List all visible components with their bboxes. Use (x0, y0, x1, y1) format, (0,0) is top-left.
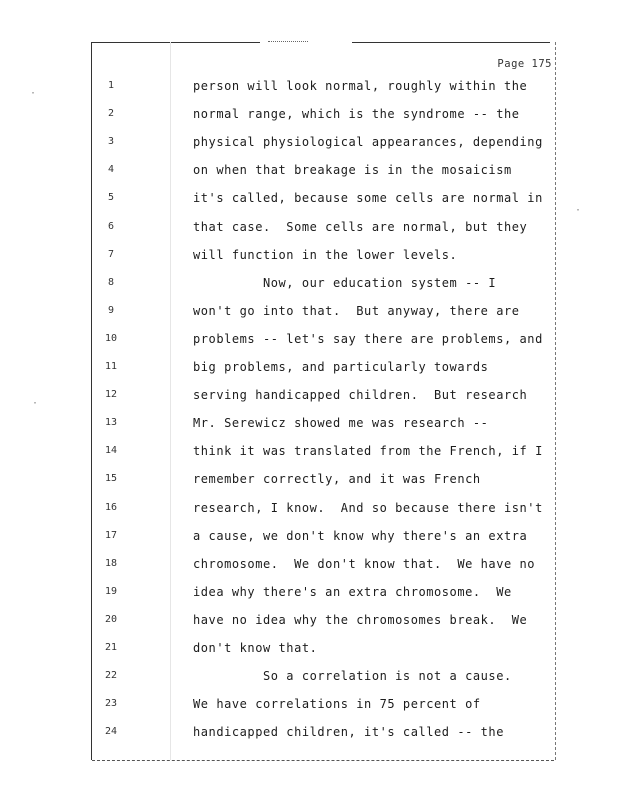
transcript-line-text: on when that breakage is in the mosaicism (193, 163, 512, 178)
transcript-line-text: will function in the lower levels. (193, 247, 458, 262)
transcript-line-text: research, I know. And so because there isn't (193, 500, 543, 515)
line-number: 20 (104, 613, 118, 625)
transcript-line-text: handicapped children, it's called -- the (193, 725, 504, 740)
transcript-line-text: a cause, we don't know why there's an extra (193, 528, 528, 543)
transcript-line-text: problems -- let's say there are problems, and (193, 331, 543, 346)
line-number: 23 (104, 698, 118, 710)
line-number: 2 (107, 108, 115, 120)
transcript-line-text: We have correlations in 75 percent of (193, 697, 481, 712)
line-number: 21 (104, 642, 118, 653)
line-number: 17 (104, 529, 118, 541)
transcript-line-text: So a correlation is not a cause. (193, 669, 512, 684)
transcript-line-text: it's called, because some cells are normal in (193, 191, 543, 206)
line-number: 1 (107, 80, 115, 91)
line-number: 5 (107, 192, 115, 204)
transcript-line-text: Now, our education system -- I (193, 275, 497, 290)
line-number: 9 (107, 304, 115, 316)
transcript-line-text: remember correctly, and it was French (193, 472, 481, 487)
line-number: 8 (107, 276, 115, 288)
transcript-line-text: big problems, and particularly towards (193, 360, 489, 374)
transcript-line-text: won't go into that. But anyway, there are (193, 303, 520, 318)
line-number: 4 (107, 164, 115, 176)
transcript-line-text: physical physiological appearances, depending (193, 135, 543, 150)
transcript-line-text: think it was translated from the French, if I (193, 444, 543, 459)
margin-scan-mark: · (30, 88, 37, 99)
line-number: 24 (104, 726, 118, 738)
margin-scan-mark: · (575, 205, 582, 216)
line-number: 14 (104, 445, 118, 457)
transcript-line-text: have no idea why the chromosomes break. We (193, 612, 528, 627)
transcript-line-text: serving handicapped children. But research (193, 388, 528, 403)
line-number: 11 (104, 361, 118, 372)
line-number: 12 (104, 389, 118, 401)
line-number: 18 (104, 557, 118, 569)
line-number: 3 (107, 136, 115, 148)
line-number: 7 (107, 248, 115, 260)
line-number: 13 (104, 417, 118, 429)
line-number: 22 (104, 670, 118, 682)
transcript-line-text: that case. Some cells are normal, but they (193, 219, 528, 234)
line-number: 15 (104, 473, 118, 485)
transcript-line-text: Mr. Serewicz showed me was research -- (193, 416, 489, 431)
margin-scan-mark: · (32, 398, 39, 409)
page-number-header: Page 175 (497, 58, 552, 70)
line-number: 6 (107, 220, 115, 232)
transcript-line-text: person will look normal, roughly within the (193, 79, 528, 93)
line-number: 19 (104, 585, 118, 597)
transcript-line-text: chromosome. We don't know that. We have no (193, 556, 536, 571)
transcript-line-text: idea why there's an extra chromosome. We (193, 584, 512, 599)
transcript-line-text: don't know that. (193, 641, 318, 655)
line-number: 10 (104, 332, 118, 344)
transcript-line-text: normal range, which is the syndrome -- the (193, 107, 520, 122)
line-number: 16 (104, 501, 118, 513)
